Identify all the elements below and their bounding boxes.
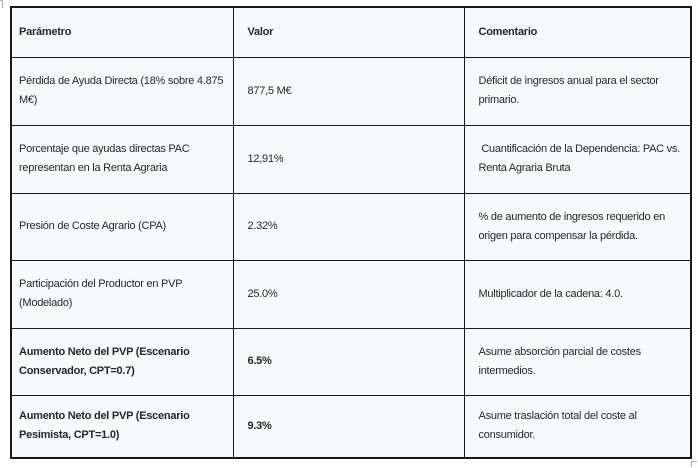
cell-parametro: Presión de Coste Agrario (CPA) [11,193,233,260]
cell-parametro: Porcentaje que ayudas directas PAC representan en la Renta Agraria [11,125,233,193]
cell-comentario: Multiplicador de la cadena: 4.0. [464,260,691,328]
cell-parametro: Pérdida de Ayuda Directa (18% sobre 4.875 M€) [11,57,233,125]
cell-valor: 877,5 M€ [233,57,464,125]
table-row [11,260,691,328]
cell-comentario: Cuantificación de la Dependencia: PAC vs. Renta Agraria Bruta [464,125,691,193]
cell-valor: 9.3% [233,395,464,458]
table-row [11,395,691,458]
cell-comentario: Asume absorción parcial de costes intermedios. [464,328,691,395]
column-header-valor: Valor [233,7,464,57]
cell-parametro: Aumento Neto del PVP (Escenario Conservador, CPT=0.7) [11,328,233,395]
table-header-row [11,7,691,57]
cell-valor: 6.5% [233,328,464,395]
cell-comentario: Asume traslación total del coste al consumidor. [464,395,691,458]
cell-valor: 2.32% [233,193,464,260]
table-row [11,193,691,260]
column-header-comentario: Comentario [464,7,691,57]
cell-comentario: Déficit de ingresos anual para el sector primario. [464,57,691,125]
cell-valor: 12,91% [233,125,464,193]
table-row [11,125,691,193]
table-row [11,57,691,125]
cell-parametro: Participación del Productor en PVP (Modelado) [11,260,233,328]
crop-mark-top-left [0,0,3,8]
cell-valor: 25.0% [233,260,464,328]
cell-comentario: % de aumento de ingresos requerido en origen para compensar la pérdida. [464,193,691,260]
column-header-parametro: Parámetro [11,7,233,57]
table-row [11,328,691,395]
parameters-table [10,6,692,459]
crop-mark-bottom-right [691,461,697,467]
cell-parametro: Aumento Neto del PVP (Escenario Pesimista, CPT=1.0) [11,395,233,458]
